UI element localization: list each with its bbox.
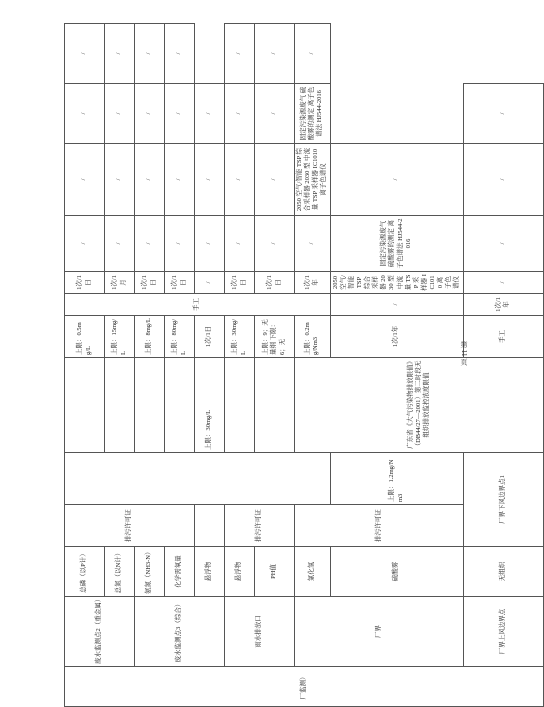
- slash: /: [65, 144, 105, 216]
- slash: /: [105, 24, 135, 84]
- water-point-3: 废水监测点3（综合）: [135, 597, 225, 667]
- item-ph: PH值: [255, 547, 295, 597]
- slash: /: [105, 144, 135, 216]
- item-h2so4: 硫酸雾: [330, 547, 463, 597]
- item-tn: 总氮（以N计）: [105, 547, 135, 597]
- section-unorganized: 无组织: [463, 547, 543, 597]
- limit-ss: 上限：30mg/L: [195, 358, 225, 453]
- limit-h2so4: 上限：1.2mg/Nm3: [330, 453, 463, 505]
- boundary-downwind: 厂界下风边界点1: [463, 453, 543, 547]
- slash: /: [255, 84, 295, 144]
- limit-cod: 上限：80mg/L: [165, 316, 195, 358]
- slash: /: [195, 144, 225, 216]
- slash: /: [225, 84, 255, 144]
- limit-ph: 上限：9；无量纲 下限：6；无: [255, 316, 295, 358]
- slash: /: [65, 216, 105, 272]
- basis-permit-3: 排污许可证: [295, 505, 464, 547]
- slash: /: [330, 294, 463, 316]
- method-manual: 手工: [65, 294, 331, 316]
- slash: /: [195, 272, 225, 294]
- slash: /: [225, 216, 255, 272]
- slash: /: [165, 24, 195, 84]
- boundary-factory-1: 厂界: [295, 597, 464, 667]
- slash: /: [165, 216, 195, 272]
- freq-day: 1次/1日: [255, 272, 295, 294]
- slash: /: [165, 84, 195, 144]
- slash: /: [295, 24, 331, 84]
- slash: /: [195, 216, 225, 272]
- slash: /: [463, 272, 543, 294]
- slash: /: [255, 24, 295, 84]
- slash: /: [135, 216, 165, 272]
- slash: /: [295, 216, 331, 272]
- item-hcl: 氯化氢: [295, 547, 331, 597]
- instrument-h2so4: 2050 空气/智能 TSP 综合采样器 2030 型 中流量 TSP 采样器 IC1010 离子色谱仪: [330, 272, 463, 294]
- blank-cell: [225, 358, 255, 453]
- slash: /: [105, 84, 135, 144]
- freq-month: 1次/1月: [105, 272, 135, 294]
- item-nh3: 氨氮（NH3-N）: [135, 547, 165, 597]
- slash: /: [463, 84, 543, 144]
- basis-guangdong: 广东省《大气污染物排放限值》（DB44/27—2001）第二时段无组织排放监控浓度限值: [295, 358, 544, 453]
- boundary-upwind: 厂界上风边界点: [463, 597, 543, 667]
- item-ss: 悬浮物: [195, 547, 225, 597]
- monitoring-table-rotated: [64, 52, 510, 707]
- freq-year: 1次/1年: [330, 316, 463, 358]
- standard-h2so4: 固定污染源废气 硫酸雾的测定 离子色谱法 HJ544-2016: [330, 216, 463, 272]
- slash: /: [330, 144, 463, 216]
- blank-cell: [195, 505, 225, 547]
- slash: /: [65, 24, 105, 84]
- basis-permit-1: 排污许可证: [65, 505, 195, 547]
- blank-cell: [65, 358, 105, 453]
- freq-year: 1次/1年: [463, 294, 543, 316]
- freq-day: 1次/1日: [195, 316, 225, 358]
- item-ss-rain: 悬浮物: [225, 547, 255, 597]
- slash: /: [105, 216, 135, 272]
- slash: /: [195, 84, 225, 144]
- blank-cell: [255, 358, 295, 453]
- limit-tp: 上限：0.5mg/L: [65, 316, 105, 358]
- slash: /: [135, 24, 165, 84]
- freq-day: 1次/1日: [135, 272, 165, 294]
- limit-ss-rain: 上限：30mg/L: [225, 316, 255, 358]
- slash: /: [225, 24, 255, 84]
- slash: /: [255, 216, 295, 272]
- item-cod: 化学需氧量: [165, 547, 195, 597]
- limit-tn: 上限：15mg/L: [105, 316, 135, 358]
- monitoring-table: [64, 23, 544, 707]
- basis-permit-2: 排污许可证: [225, 505, 295, 547]
- blank-cell: [105, 358, 135, 453]
- rain-outlet: 雨水排放口: [225, 597, 295, 667]
- limit-hcl: 上限：0.2mg/Nm3: [295, 316, 331, 358]
- standard-hcl: 固定污染源废气 硫酸雾的测定 离子色谱法 HJ544-2016: [295, 84, 331, 144]
- slash: /: [463, 144, 543, 216]
- freq-year: 1次/1年: [295, 272, 331, 294]
- slash: /: [255, 144, 295, 216]
- freq-day: 1次/1日: [165, 272, 195, 294]
- slash: /: [165, 144, 195, 216]
- slash: /: [463, 216, 543, 272]
- page-number: 第 11 页: [460, 341, 468, 366]
- water-point-2: 废水监测点2（重金属）: [65, 597, 135, 667]
- freq-day: 1次/1日: [65, 272, 105, 294]
- blank-cell: [135, 358, 165, 453]
- slash: /: [225, 144, 255, 216]
- instrument-hcl: 2050 空气/智能 TSP 综合采样器 2030 型 中流量 TSP 采样器 IC1010 离子色谱仪: [295, 144, 331, 216]
- blank-cell: [65, 453, 331, 505]
- slash: /: [135, 144, 165, 216]
- limit-nh3: 上限：8mg/L: [135, 316, 165, 358]
- slash: /: [65, 84, 105, 144]
- freq-day: 1次/1日: [225, 272, 255, 294]
- header-partial-cell: [65, 667, 544, 707]
- item-tp: 总磷（以P计）: [65, 547, 105, 597]
- blank-cell: [165, 358, 195, 453]
- slash: /: [135, 84, 165, 144]
- header-partial: 厂监测）: [299, 673, 307, 700]
- method-manual-2: 手工: [463, 316, 543, 358]
